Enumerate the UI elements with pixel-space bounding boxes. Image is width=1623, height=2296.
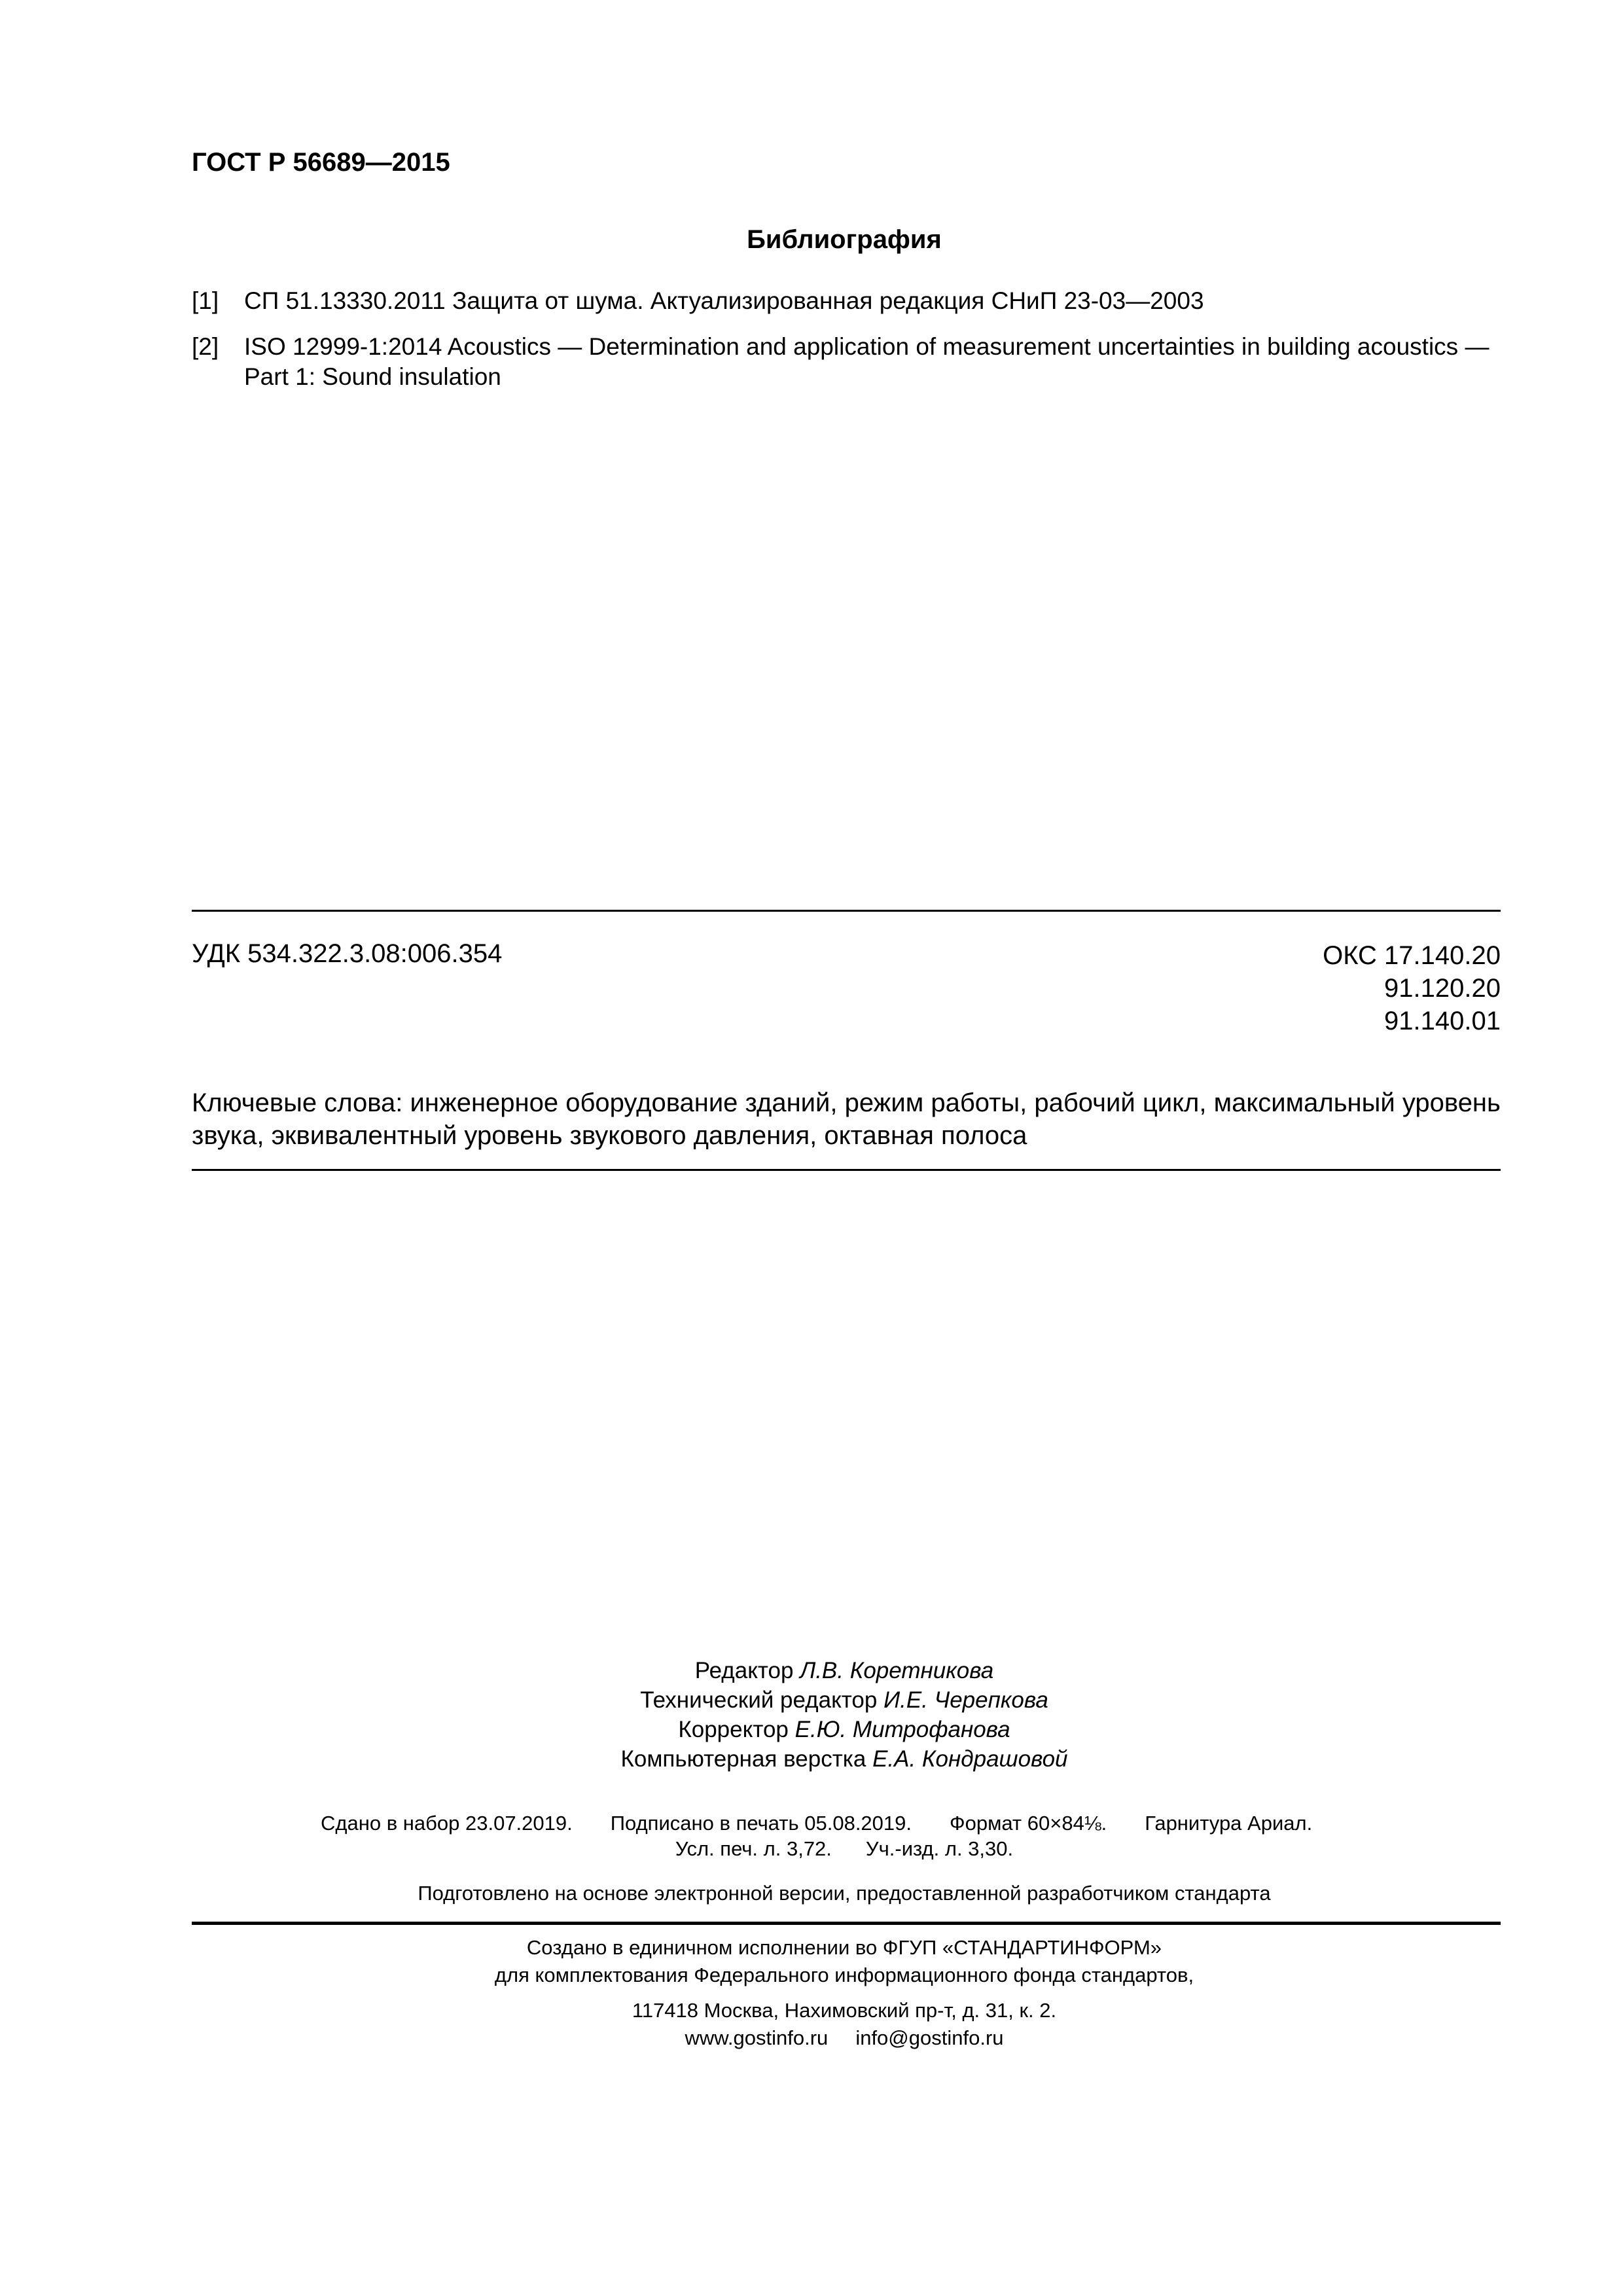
oks-codes: [1323, 939, 1501, 1037]
publisher-website[interactable]: www.gostinfo.ru: [685, 2026, 829, 2049]
credit-role: Корректор: [678, 1717, 789, 1742]
udk-code: УДК 534.322.3.08:006.354: [192, 939, 503, 968]
credit-name: И.Е. Черепкова: [883, 1687, 1048, 1713]
publisher-address: 117418 Москва, Нахимовский пр-т, д. 31, к. 2.: [632, 1999, 1057, 2022]
publisher-email[interactable]: info@gostinfo.ru: [855, 2026, 1004, 2049]
print-sheets-count: Усл. печ. л. 3,72.: [675, 1837, 832, 1860]
document-code: ГОСТ Р 56689—2015: [192, 148, 450, 177]
credit-role: Технический редактор: [640, 1687, 878, 1713]
print-sheets: [0, 1837, 1623, 1861]
credit-line: [0, 1715, 1623, 1744]
print-format: Формат 60×84⅛.: [950, 1812, 1107, 1835]
bibliography-item: [192, 286, 1501, 316]
credit-role: Компьютерная верстка: [620, 1746, 866, 1772]
oks-code: 91.120.20: [1384, 974, 1501, 1003]
bibliography-item-text: СП 51.13330.2011 Защита от шума. Актуализированная редакция СНиП 23-03—2003: [244, 287, 1204, 314]
oks-code: ОКС 17.140.20: [1323, 941, 1501, 970]
divider-bottom: [192, 1922, 1501, 1925]
divider-top: [192, 910, 1501, 912]
print-info: [321, 1810, 1368, 1837]
credit-name: Е.А. Кондрашовой: [872, 1746, 1068, 1772]
bibliography-item-number: [1]: [192, 287, 219, 314]
credit-line: [0, 1656, 1623, 1685]
publisher-info: [0, 1934, 1623, 2052]
credit-role: Редактор: [694, 1658, 794, 1683]
prepared-note: Подготовлено на основе электронной версии, предоставленной разработчиком стандарта: [418, 1882, 1271, 1905]
publisher-line: для комплектования Федерального информационного фонда стандартов,: [494, 1964, 1194, 1986]
print-signed-date: Подписано в печать 05.08.2019.: [610, 1812, 912, 1835]
print-sent-date: Сдано в набор 23.07.2019.: [321, 1812, 573, 1835]
divider-keywords: [192, 1169, 1501, 1171]
editorial-credits: [0, 1656, 1623, 1774]
print-font: Гарнитура Ариал.: [1145, 1812, 1313, 1835]
credit-line: [0, 1744, 1623, 1774]
bibliography-item-number: [2]: [192, 333, 219, 360]
credit-name: Л.В. Коретникова: [800, 1658, 994, 1683]
bibliography-item-text: ISO 12999-1:2014 Acoustics — Determination and application of measurement uncertainties in building acoustics — Part 1: Sound insulation: [244, 333, 1489, 390]
bibliography-item: [192, 332, 1501, 392]
credit-line: [0, 1685, 1623, 1715]
oks-code: 91.140.01: [1384, 1007, 1501, 1035]
publication-sheets-count: Уч.-изд. л. 3,30.: [865, 1837, 1014, 1860]
bibliography-list: [192, 286, 1501, 408]
credit-name: Е.Ю. Митрофанова: [794, 1717, 1010, 1742]
keywords: Ключевые слова: инженерное оборудование зданий, режим работы, рабочий цикл, максимальный уровень звука, эквивалентный уровень звукового давления, октавная полоса: [192, 1088, 1501, 1150]
publisher-line: Создано в единичном исполнении во ФГУП «СТАНДАРТИНФОРМ»: [526, 1936, 1162, 1959]
publisher-contacts: [0, 2024, 1623, 2052]
bibliography-title: Библиография: [747, 225, 942, 254]
